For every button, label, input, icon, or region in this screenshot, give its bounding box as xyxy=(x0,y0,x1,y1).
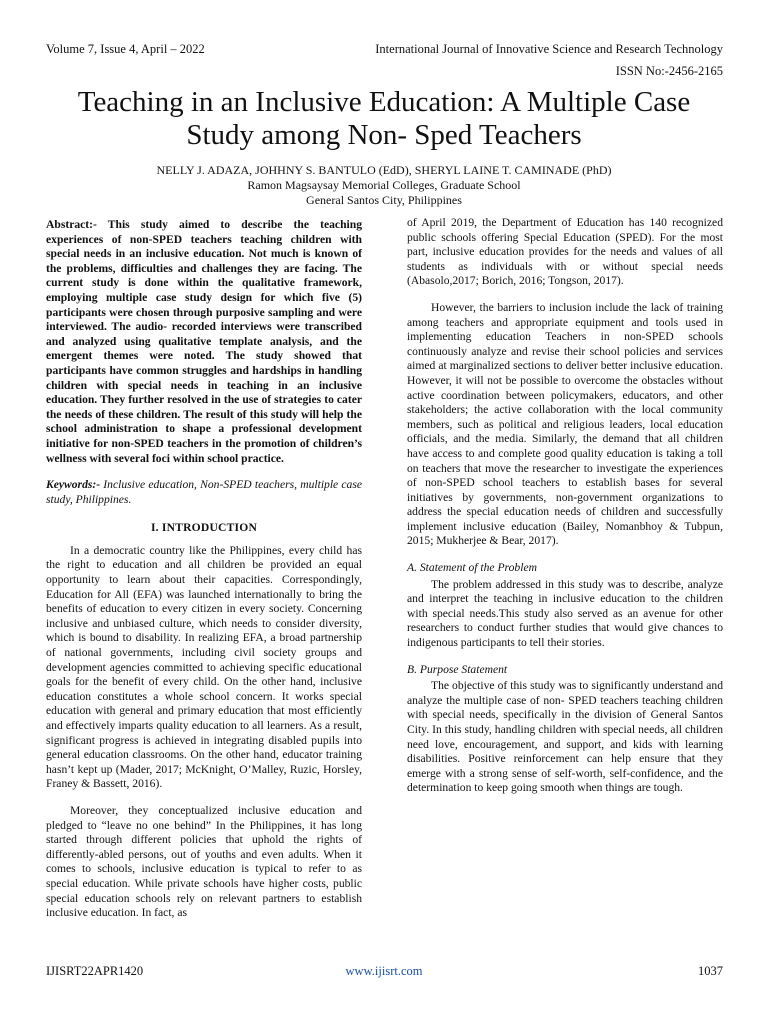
section-a-heading: A. Statement of the Problem xyxy=(407,561,537,575)
author-names: NELLY J. ADAZA, JOHHNY S. BANTULO (EdD), SHERYL LAINE T. CAMINADE (PhD) xyxy=(156,163,612,177)
left-column xyxy=(46,218,362,921)
introduction-heading: I. INTRODUCTION xyxy=(150,521,258,535)
keywords-text: Inclusive education, Non-SPED teachers, multiple case study, Philippines. xyxy=(46,478,362,506)
keywords xyxy=(46,478,362,507)
author-block xyxy=(0,163,768,208)
right-paragraph-1: of April 2019, the Department of Education has 140 recognized public schools offering Special Education (SPED). For the most part, inclusive education provides for the needs and values of all students as individuals with or without special needs (Abasolo,2017; Borich, 2016; Tongson, 2017). xyxy=(407,216,723,288)
page-number: 1037 xyxy=(698,964,723,978)
right-column xyxy=(407,216,723,796)
right-paragraph-2: However, the barriers to inclusion include the lack of training among teachers and appropriate equipment and tools used in implementing education Teachers in non-SPED schools continuously analyze and revise their school policies and services aimed at marginalized sections to deliver better inclusive education. However, it will not be possible to overcome the obstacles without active coordination between policymakers, educators, and other stakeholders; the active collaboration with the local community members, such as political and religious leaders, local education officials, and the media. Similarly, the demand that all children have access to and complete good quality education is taking a toll on teachers that move the researcher to investigate the experiences of non-SPED school teachers to establish bases for several initiatives by governments, non-government organizations to address the special education needs of children and successfully implement inclusive education (Bailey, Nomanbhoy & Tubpun, 2015; Mukherjee & Bear, 2017). xyxy=(407,300,723,548)
author-affiliation: Ramon Magsaysay Memorial Colleges, Graduate School xyxy=(247,178,521,192)
author-location: General Santos City, Philippines xyxy=(306,193,462,207)
paper-code: IJISRT22APR1420 xyxy=(46,964,144,978)
section-a-text: The problem addressed in this study was to describe, analyze and interpret the teaching in inclusive education to the children with special needs.This study also served as an avenue for other researchers to conduct further studies that would give chances to indigenous participants to tell their stories. xyxy=(407,577,723,650)
abstract: Abstract:- This study aimed to describe the teaching experiences of non-SPED teachers teaching children with special needs in an inclusive education. Not much is known of the problems, difficulties and challenges they are facing. The current study is done within the qualitative framework, employing multiple case study design for which five (5) participants were chosen through purposive sampling and were interviewed. The audio- recorded interviews were transcribed and analyzed using qualitative template analysis, and the emergent themes were noted. The study showed that participants have common struggles and hardships in handling children with special needs in teaching in an inclusive education. They further resolved in the use of strategies to cater the needs of these children. The result of this study will help the school administration to shape a professional development initiative for non-SPED teachers in the promotion of children’s wellness with several foci within school practice. xyxy=(46,218,362,465)
volume-info: Volume 7, Issue 4, April – 2022 xyxy=(46,42,205,56)
keywords-label: Keywords:- xyxy=(46,478,101,492)
section-b-text: The objective of this study was to significantly understand and analyze the multiple case of non- SPED teachers teaching children with special needs, specifically in the division of General Santos City. In this study, handling children with special needs, all children need love, encouragement, and support, and kids with learning disabilities. Positive reinforcement can help ensure that they emerge with a strong sense of self-worth, self-confidence, and the determination to keep going smooth when things are tough. xyxy=(407,679,723,795)
intro-paragraph-1: In a democratic country like the Philippines, every child has the right to education and all children be provided an equal opportunity to learn about their capacities. Correspondingly, Education for All (EFA) was launched internationally to bring the benefits of education to every citizen in every society. Concerning inclusive and unbiased culture, which needs to consider diversity, which is bound to disability. In realizing EFA, a broad partnership of national governments, including civil society groups and development agencies committed to achieving specific educational goals for the benefit of every child. On the other hand, inclusive education constitutes a whole school concern. It works special education with general and primary education that most efficiently and effectively imparts quality education to all learners. As a result, significant progress is achieved in integrating disabled pupils into general education classrooms. On the other hand, educator training hasn’t kept up (Mader, 2017; McKnight, O’Malley, Ruzic, Horsley, Franey & Bassett, 2016). xyxy=(46,543,362,791)
paper-title: Teaching in an Inclusive Education: A Multiple Case Study among Non- Sped Teachers xyxy=(77,86,691,151)
section-b-heading: B. Purpose Statement xyxy=(407,662,508,676)
issn: ISSN No:-2456-2165 xyxy=(615,64,723,78)
journal-name: International Journal of Innovative Science and Research Technology xyxy=(375,42,723,56)
intro-paragraph-2: Moreover, they conceptualized inclusive education and pledged to “leave no one behind” In the Philippines, it has long started through different policies that uphold the rights of differently-abled persons, out of youths and even adults. When it comes to schools, inclusive education is typical to refer to as special education. While private schools have higher costs, public special education schools rely on relevant partners to establish inclusive education. In fact, as xyxy=(46,803,362,920)
journal-url-link[interactable]: www.ijisrt.com xyxy=(345,964,423,978)
